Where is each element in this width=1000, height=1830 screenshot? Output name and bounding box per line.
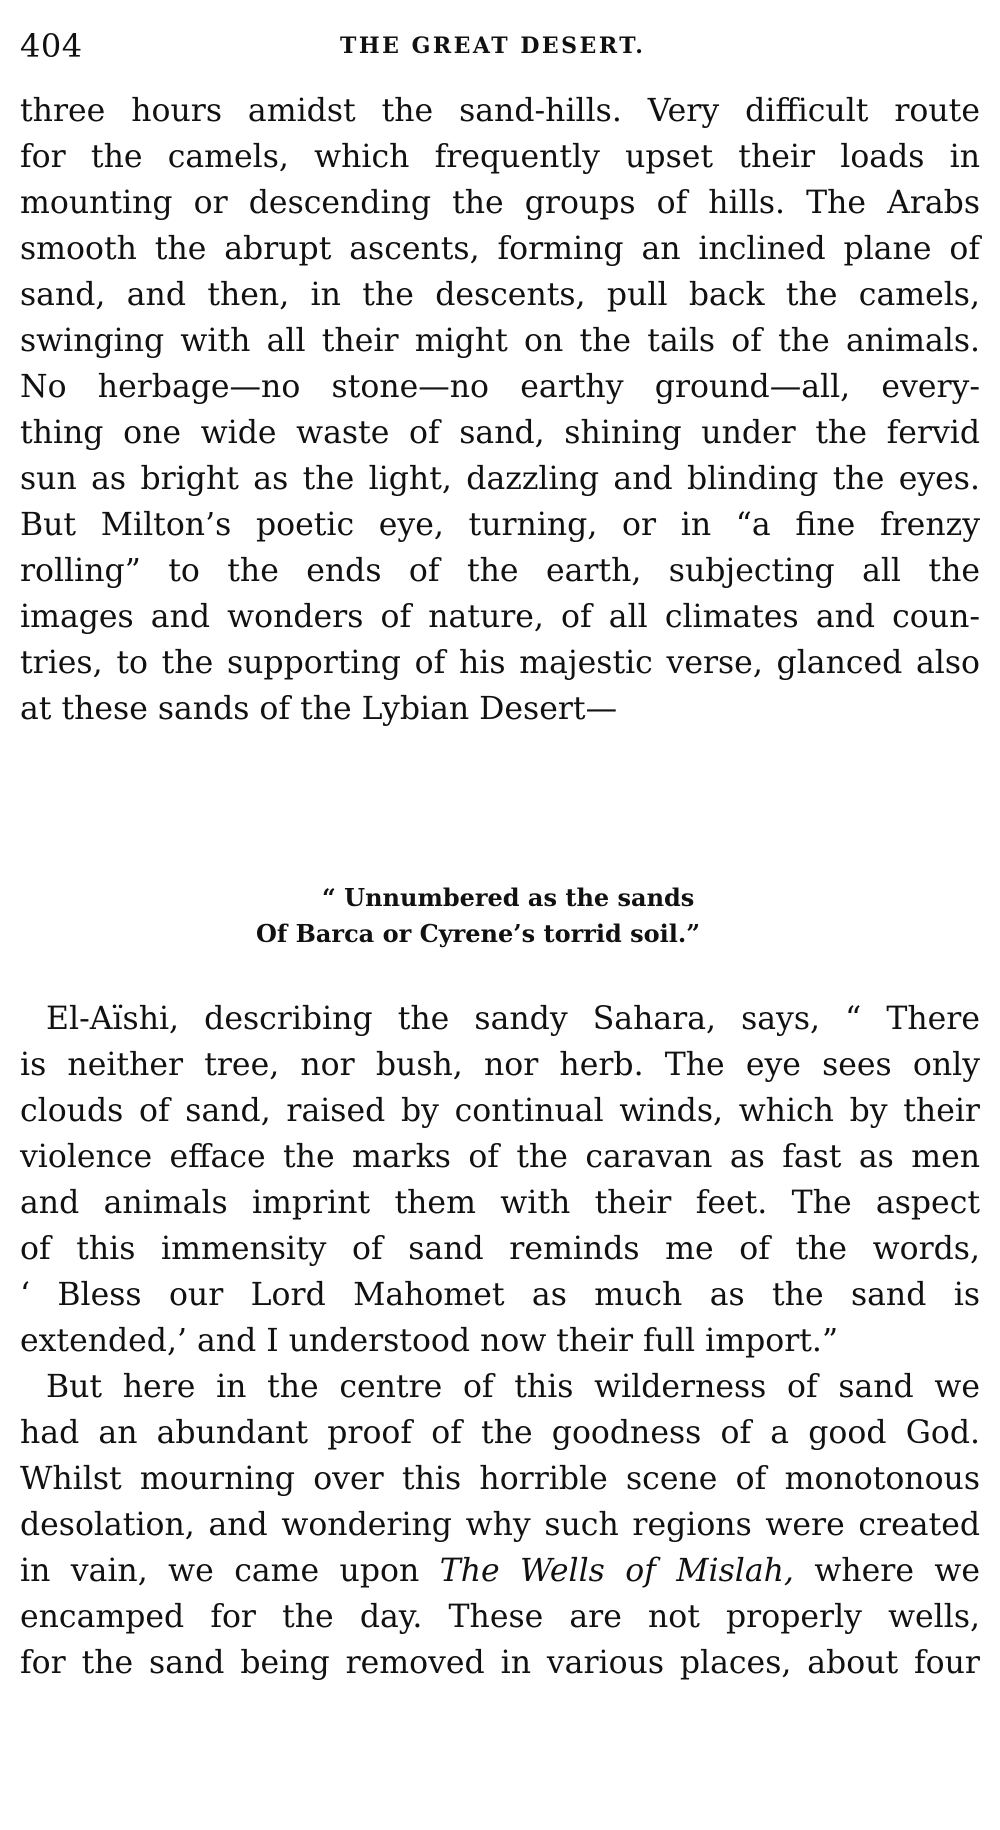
quotation-line: “ Unnumbered as the sands: [322, 883, 695, 912]
text-line: violence efface the marks of the caravan as fast as men: [20, 1139, 980, 1175]
page-header: [20, 26, 980, 66]
paragraph-2: [20, 996, 980, 1364]
text-line: rolling” to the ends of the earth, subjecting all the: [20, 553, 980, 589]
paragraph-3: [20, 1364, 980, 1686]
text-line: ‘ Bless our Lord Mahomet as much as the sand is: [20, 1277, 980, 1313]
text-line: But here in the centre of this wilderness of sand we: [46, 1369, 980, 1405]
text-line: No herbage—no stone—no earthy ground—all, every-: [20, 369, 980, 405]
paragraph-1: [20, 88, 980, 732]
verse-quotation: [0, 880, 1000, 952]
text-line-with-italic-title: [20, 1548, 980, 1594]
text-line: El-Aïshi, describing the sandy Sahara, says, “ There: [46, 1001, 980, 1037]
text-line: smooth the abrupt ascents, forming an inclined plane of: [20, 231, 980, 267]
text-line: tries, to the supporting of his majestic verse, glanced also: [20, 645, 980, 681]
text-line: clouds of sand, raised by continual winds, which by their: [20, 1093, 980, 1129]
text-line: images and wonders of nature, of all climates and coun-: [20, 599, 980, 635]
running-title: THE GREAT DESERT.: [340, 33, 646, 59]
text-line: encamped for the day. These are not properly wells,: [20, 1599, 980, 1635]
text-line: is neither tree, nor bush, nor herb. The eye sees only: [20, 1047, 980, 1083]
text-line: sun as bright as the light, dazzling and blinding the eyes.: [20, 461, 980, 497]
text-line: three hours amidst the sand-hills. Very difficult route: [20, 93, 980, 129]
text-span: in vain, we came upon: [20, 1553, 440, 1589]
text-line: had an abundant proof of the goodness of a good God.: [20, 1415, 980, 1451]
text-line: at these sands of the Lybian Desert—: [20, 691, 618, 727]
text-line: of this immensity of sand reminds me of the words,: [20, 1231, 980, 1267]
text-span: where we: [793, 1553, 980, 1589]
text-line: swinging with all their might on the tails of the animals.: [20, 323, 980, 359]
text-line: extended,’ and I understood now their full import.”: [20, 1323, 839, 1359]
text-line: Whilst mourning over this horrible scene of monotonous: [20, 1461, 980, 1497]
text-line: mounting or descending the groups of hills. The Arabs: [20, 185, 980, 221]
italic-place-name: The Wells of Mislah,: [439, 1553, 794, 1589]
text-line: for the sand being removed in various places, about four: [20, 1645, 980, 1681]
page-number: 404: [20, 27, 83, 65]
text-line: and animals imprint them with their feet. The aspect: [20, 1185, 980, 1221]
text-line: desolation, and wondering why such regions were created: [20, 1507, 980, 1543]
text-line: for the camels, which frequently upset their loads in: [20, 139, 980, 175]
text-line: thing one wide waste of sand, shining under the fervid: [20, 415, 980, 451]
text-line: But Milton’s poetic eye, turning, or in “a fine frenzy: [20, 507, 980, 543]
text-line: sand, and then, in the descents, pull back the camels,: [20, 277, 980, 313]
quotation-line: Of Barca or Cyrene’s torrid soil.”: [256, 919, 701, 948]
